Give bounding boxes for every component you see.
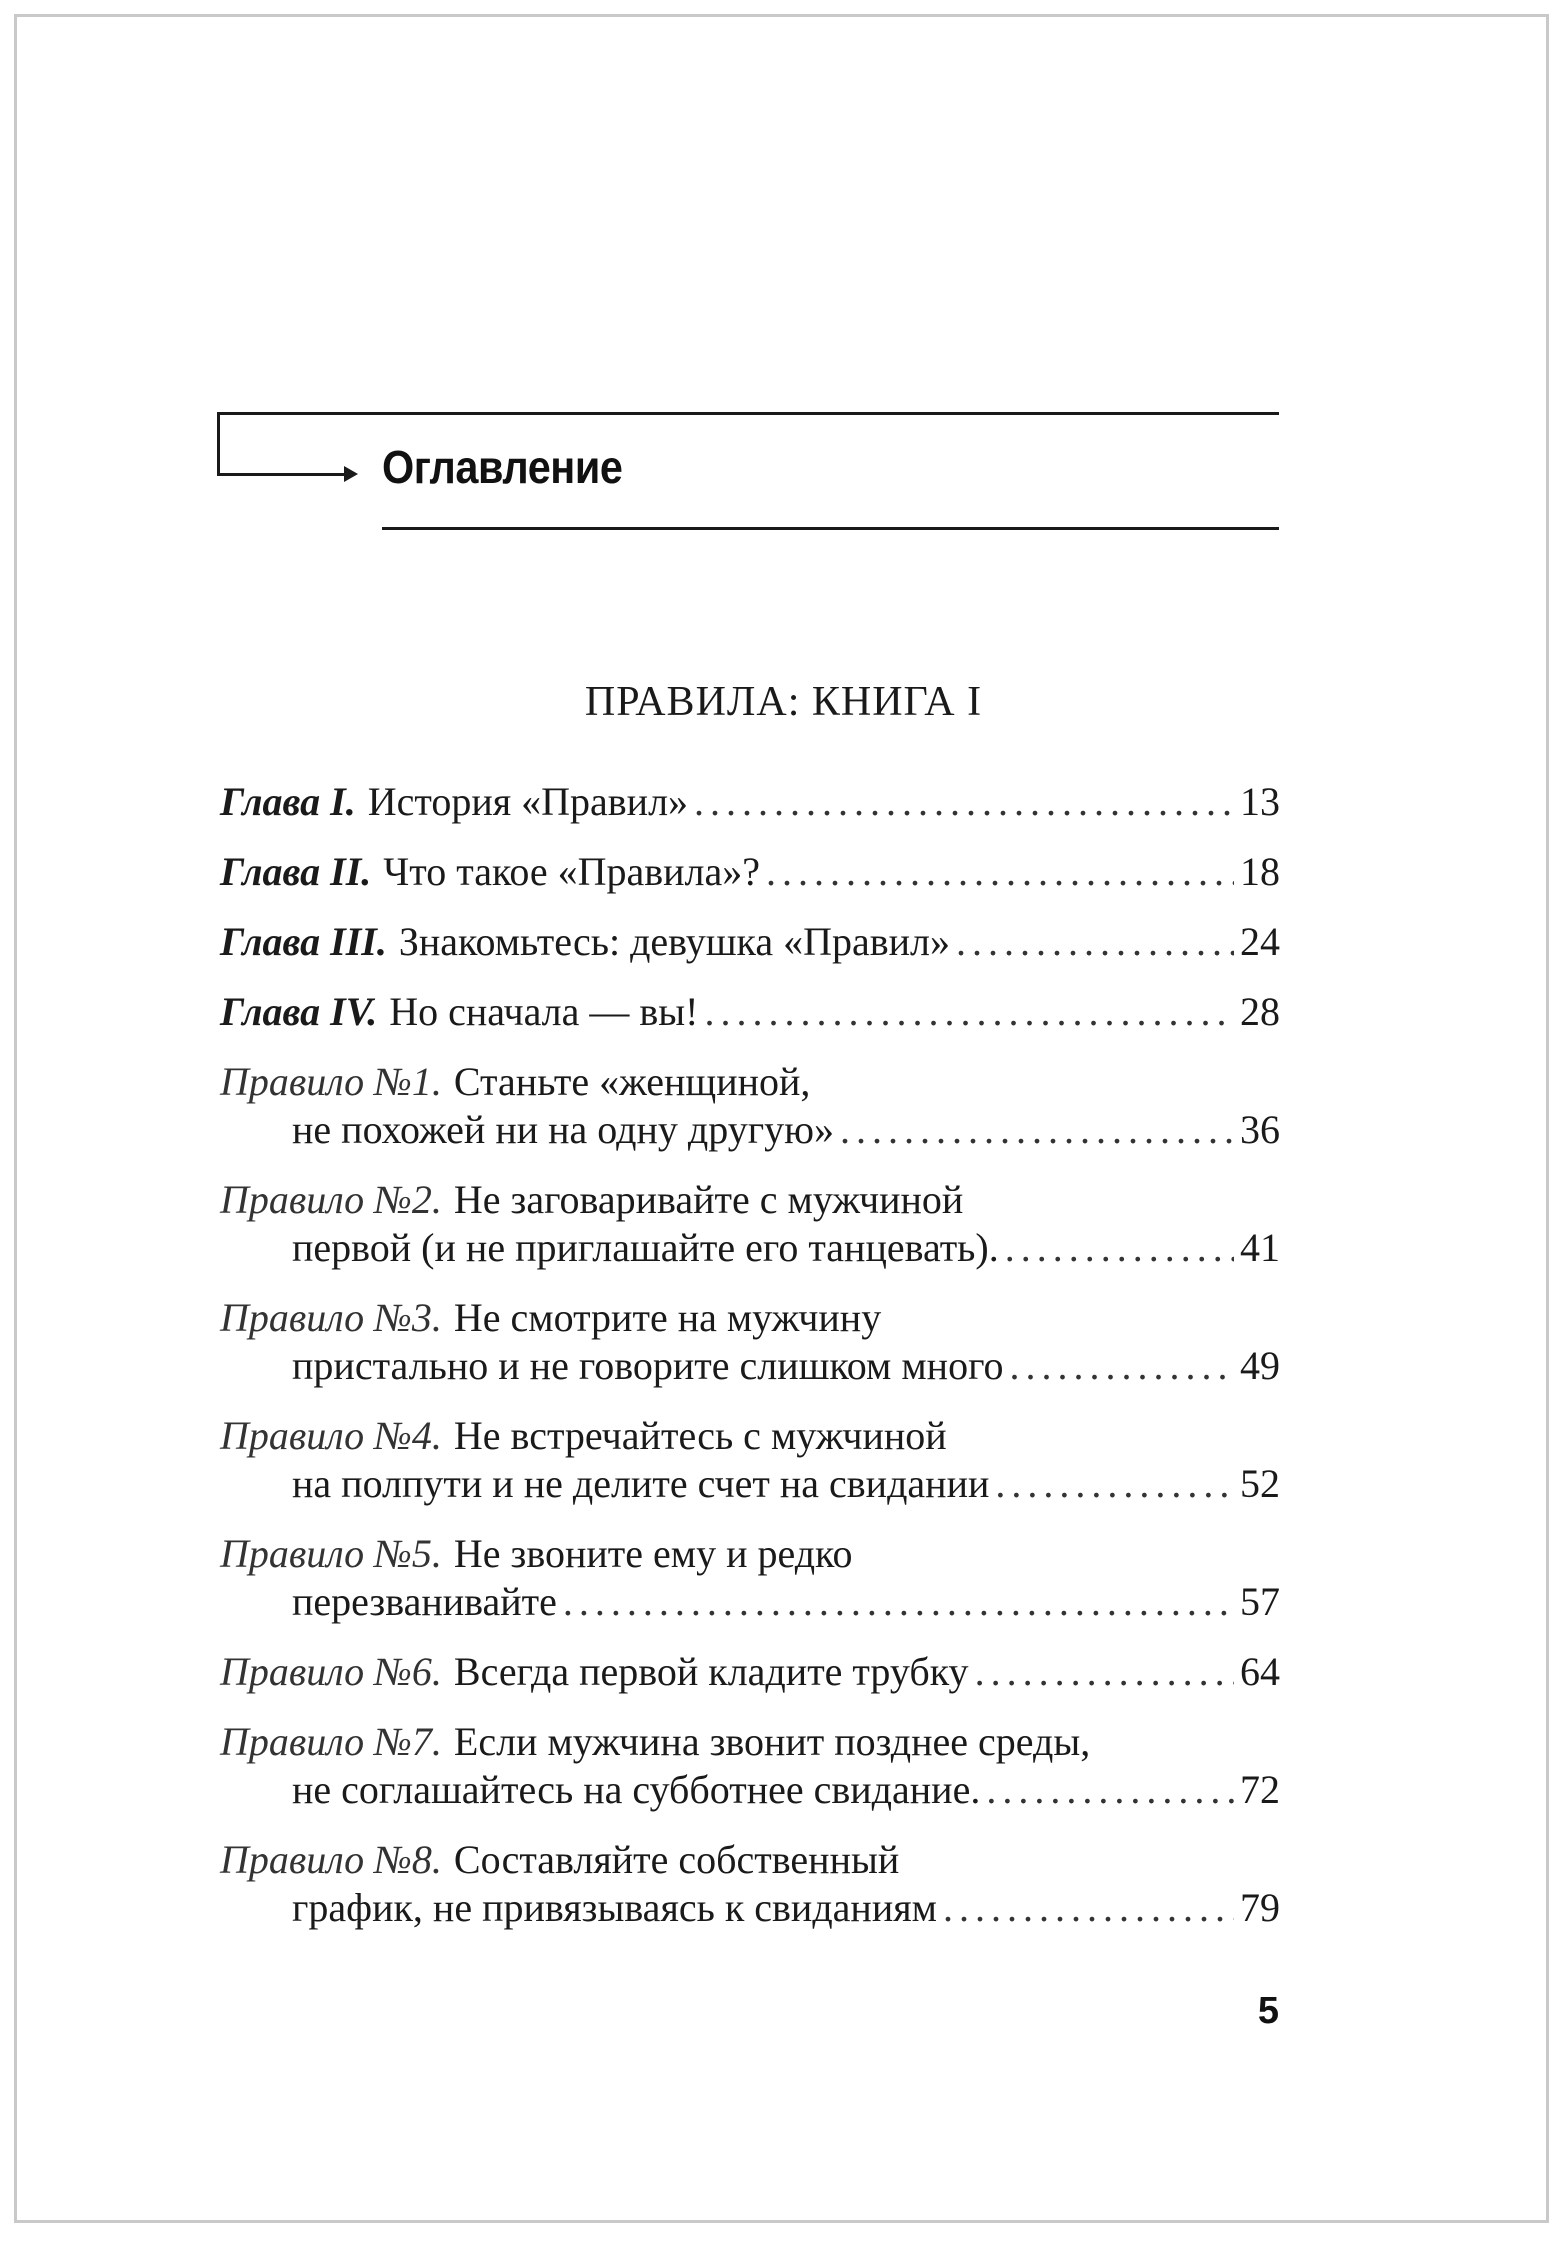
header-bracket-top-line [217, 412, 1279, 415]
toc-entry[interactable] [220, 848, 1280, 896]
dot-leader [766, 848, 1234, 896]
entry-label: Правило №1. [220, 1059, 442, 1104]
toc-entry[interactable] [220, 1718, 1280, 1814]
entry-title-line-1: Не звоните ему и редко [453, 1531, 853, 1576]
toc-entry[interactable] [220, 1176, 1280, 1272]
toc-entry[interactable] [220, 1058, 1280, 1154]
toc-entry[interactable] [220, 1530, 1280, 1626]
title-underline [382, 527, 1279, 530]
toc-entry[interactable] [220, 1294, 1280, 1390]
entry-title-line-1: Не смотрите на мужчину [453, 1295, 882, 1340]
toc-entry[interactable] [220, 778, 1280, 826]
entry-page-number: 18 [1240, 849, 1280, 894]
entry-page-number: 13 [1240, 779, 1280, 824]
dot-leader [563, 1578, 1234, 1626]
dot-leader [694, 778, 1234, 826]
entry-title-line-2: не похожей ни на одну другую» [292, 1107, 835, 1152]
entry-page-number: 49 [1240, 1343, 1280, 1388]
entry-page-number: 36 [1240, 1107, 1280, 1152]
entry-label: Правило №4. [220, 1413, 442, 1458]
dot-leader [956, 918, 1234, 966]
header-arrow-line [217, 473, 347, 476]
entry-label: Правило №7. [220, 1719, 442, 1764]
entry-page-number: 57 [1240, 1579, 1280, 1624]
page-number: 5 [1257, 1990, 1279, 2032]
dot-leader [943, 1884, 1234, 1932]
entry-title: Что такое «Правила»? [383, 849, 761, 894]
toc-entry[interactable] [220, 918, 1280, 966]
entry-title-line-2: перезванивайте [292, 1579, 557, 1624]
entry-label: Глава I. [220, 779, 356, 824]
entry-page-number: 52 [1240, 1461, 1280, 1506]
dot-leader [995, 1460, 1234, 1508]
header-bracket-left-line [217, 412, 220, 475]
entry-page-number: 24 [1240, 919, 1280, 964]
entry-label: Глава IV. [220, 989, 378, 1034]
entry-title: Но сначала — вы! [389, 989, 699, 1034]
toc-entry[interactable] [220, 1412, 1280, 1508]
entry-title-line-1: Если мужчина звонит позднее среды, [453, 1719, 1091, 1764]
dot-leader [1005, 1224, 1234, 1272]
toc-list [220, 778, 1280, 1954]
entry-title-line-2: первой (и не приглашайте его танцевать). [292, 1225, 999, 1270]
entry-label: Глава III. [220, 919, 387, 964]
entry-label: Правило №5. [220, 1531, 442, 1576]
entry-label: Глава II. [220, 849, 372, 894]
entry-title: Всегда первой кладите трубку [453, 1649, 969, 1694]
entry-title-line-1: Составляйте собственный [453, 1837, 900, 1882]
entry-label: Правило №3. [220, 1295, 442, 1340]
toc-entry[interactable] [220, 1648, 1280, 1696]
dot-leader [986, 1766, 1234, 1814]
toc-entry[interactable] [220, 988, 1280, 1036]
entry-title-line-2: график, не привязываясь к свиданиям [292, 1885, 937, 1930]
entry-label: Правило №8. [220, 1837, 442, 1882]
entry-title-line-2: на полпути и не делите счет на свидании [292, 1461, 990, 1506]
entry-title-line-2: пристально и не говорите слишком много [292, 1343, 1004, 1388]
entry-page-number: 41 [1240, 1225, 1280, 1270]
entry-page-number: 28 [1240, 989, 1280, 1034]
arrow-right-icon [344, 466, 358, 482]
section-heading: ПРАВИЛА: КНИГА I [584, 679, 983, 725]
page-title: Оглавление [382, 441, 623, 493]
entry-title-line-2: не соглашайтесь на субботнее свидание. [292, 1767, 981, 1812]
entry-page-number: 64 [1240, 1649, 1280, 1694]
entry-page-number: 72 [1240, 1767, 1280, 1812]
dot-leader [1009, 1342, 1234, 1390]
dot-leader [975, 1648, 1234, 1696]
toc-entry[interactable] [220, 1836, 1280, 1932]
entry-page-number: 79 [1240, 1885, 1280, 1930]
entry-title-line-1: Станьте «женщиной, [453, 1059, 811, 1104]
entry-label: Правило №6. [220, 1649, 442, 1694]
entry-title-line-1: Не заговаривайте с мужчиной [453, 1177, 964, 1222]
dot-leader [840, 1106, 1234, 1154]
entry-title: Знакомьтесь: девушка «Правил» [398, 919, 950, 964]
entry-label: Правило №2. [220, 1177, 442, 1222]
entry-title: История «Правил» [367, 779, 689, 824]
dot-leader [704, 988, 1234, 1036]
entry-title-line-1: Не встречайтесь с мужчиной [453, 1413, 947, 1458]
